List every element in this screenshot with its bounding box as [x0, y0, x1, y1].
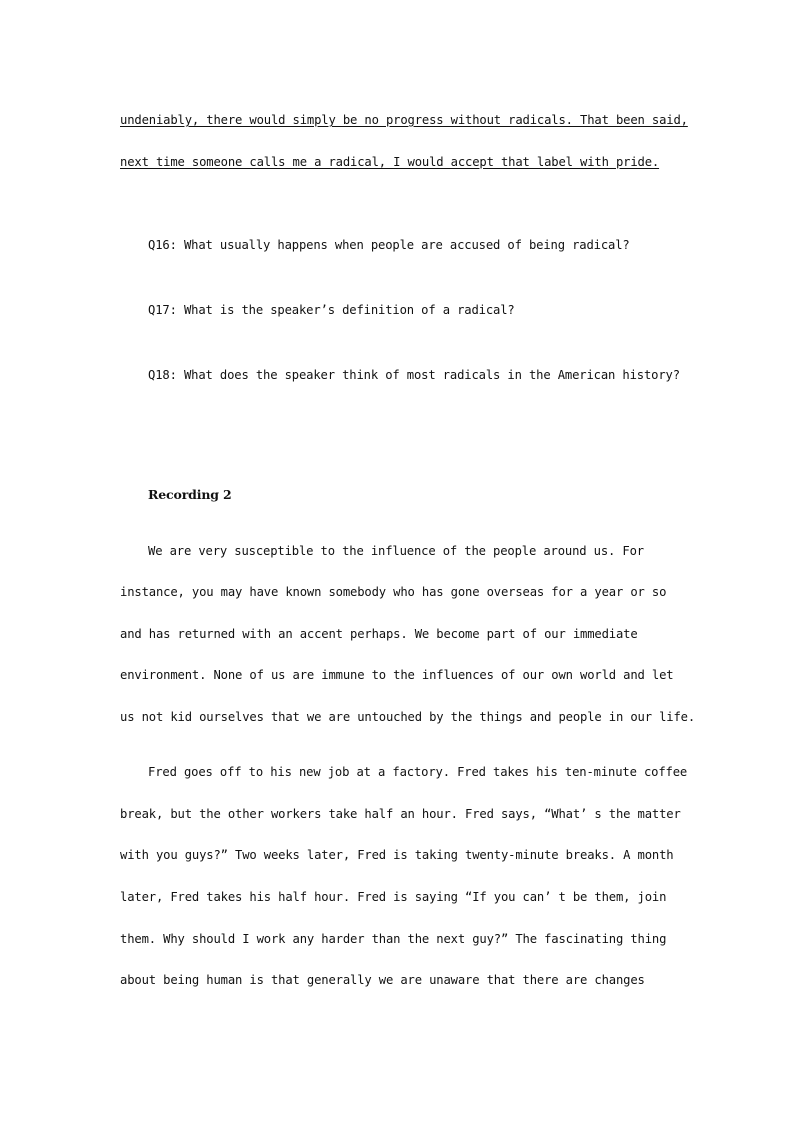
question-q17: Q17: What is the speaker’s definition of a radical?	[148, 303, 515, 317]
paragraph1-line-2: instance, you may have known somebody who has gone overseas for a year or so	[120, 585, 667, 599]
intro-line-1: undeniably, there would simply be no progress without radicals. That been said,	[120, 113, 688, 127]
paragraph1-line-3: and has returned with an accent perhaps. We become part of our immediate	[120, 627, 638, 641]
paragraph2-line-6: about being human is that generally we are unaware that there are changes	[120, 973, 645, 987]
paragraph2-line-4: later, Fred takes his half hour. Fred is saying “If you can’ t be them, join	[120, 890, 667, 904]
paragraph1-line-1: We are very susceptible to the influence of the people around us. For	[148, 544, 644, 558]
recording-heading: Recording 2	[148, 487, 232, 502]
paragraph2-line-1: Fred goes off to his new job at a factory. Fred takes his ten-minute coffee	[148, 765, 688, 779]
paragraph1-line-4: environment. None of us are immune to the influences of our own world and let	[120, 668, 674, 682]
paragraph2-line-3: with you guys?” Two weeks later, Fred is taking twenty-minute breaks. A month	[120, 848, 674, 862]
question-q16: Q16: What usually happens when people are accused of being radical?	[148, 238, 630, 252]
intro-line-2: next time someone calls me a radical, I would accept that label with pride.	[120, 155, 660, 169]
question-q18: Q18: What does the speaker think of most radicals in the American history?	[148, 368, 680, 382]
paragraph1-line-5: us not kid ourselves that we are untouched by the things and people in our life.	[120, 710, 695, 724]
paragraph2-line-2: break, but the other workers take half an hour. Fred says, “What’ s the matter	[120, 807, 681, 821]
paragraph2-line-5: them. Why should I work any harder than the next guy?” The fascinating thing	[120, 932, 667, 946]
